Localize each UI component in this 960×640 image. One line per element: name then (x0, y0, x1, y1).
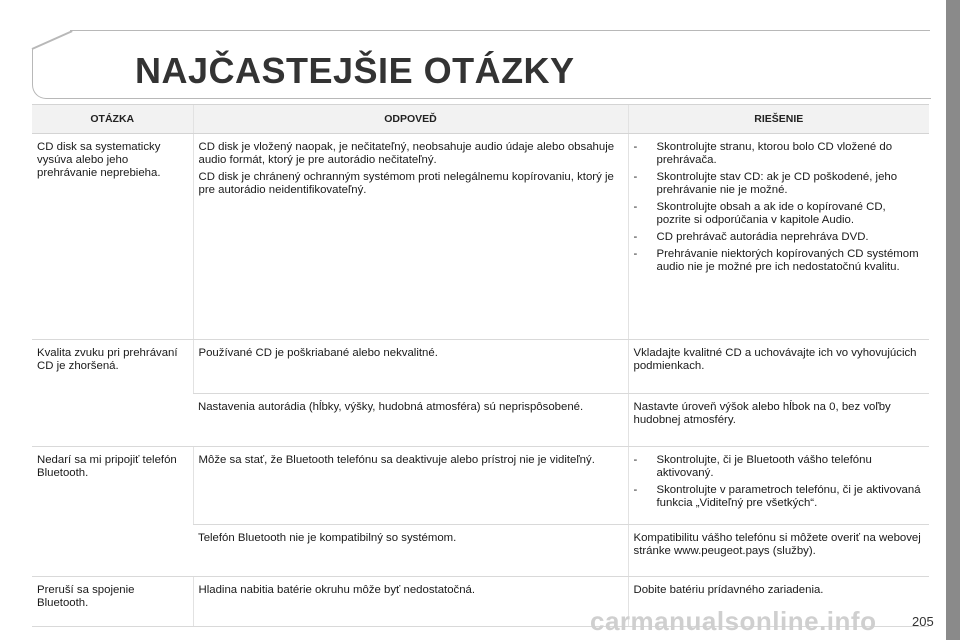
header-question: OTÁZKA (32, 105, 193, 134)
answer-cell: Hladina nabitia batérie okruhu môže byť nedostatočná. (193, 577, 628, 627)
solution-cell: Vkladajte kvalitné CD a uchovávajte ich vo vyhovujúcich podmienkach. (628, 340, 929, 394)
table-row (32, 340, 929, 394)
solution-item: - Skontrolujte stranu, ktorou bolo CD vložené do prehrávača. (634, 141, 924, 167)
solution-cell: Kompatibilitu vášho telefónu si môžete overiť na webovej stránke www.peugeot.pays (služby). (628, 525, 929, 577)
answer-text: CD disk je chránený ochranným systémom proti nelegálnemu kopírovaniu, ktorý je pre autorádio neidentifikovateľný. (198, 171, 614, 196)
side-tab-bar (946, 0, 960, 640)
solution-item: - Skontrolujte stav CD: ak je CD poškodené, jeho prehrávanie nie je možné. (634, 171, 924, 197)
solution-cell: Dobite batériu prídavného zariadenia. (628, 577, 929, 627)
faq-table (32, 104, 929, 627)
table-row (32, 134, 929, 340)
header-solution: RIEŠENIE (628, 105, 929, 134)
question-cell: CD disk sa systematicky vysúva alebo jeho prehrávanie neprebieha. (32, 134, 193, 340)
question-cell: Preruší sa spojenie Bluetooth. (32, 577, 193, 627)
table-row (32, 447, 929, 525)
answer-text: CD disk je vložený naopak, je nečitateľný, neobsahuje audio údaje alebo obsahuje audio formát, ktorý je pre autorádio nečitateľný. (198, 141, 615, 166)
header-answer: ODPOVEĎ (193, 105, 628, 134)
solution-cell (628, 447, 929, 525)
solution-item: - Skontrolujte, či je Bluetooth vášho telefónu aktivovaný. (634, 454, 924, 480)
solution-list (634, 454, 924, 510)
solution-list (634, 141, 924, 274)
solution-item: - Skontrolujte obsah a ak ide o kopírované CD, pozrite si odporúčania v kapitole Audio. (634, 201, 924, 227)
title-slant-rule (32, 30, 73, 50)
page-number: 205 (912, 614, 934, 629)
solution-item: - Skontrolujte v parametroch telefónu, či je aktivovaná funkcia „Viditeľný pre všetkých“. (634, 484, 924, 510)
solution-cell: Nastavte úroveň výšok alebo hĺbok na 0, bez voľby hudobnej atmosféry. (628, 394, 929, 447)
answer-cell: Telefón Bluetooth nie je kompatibilný so systémom. (193, 525, 628, 577)
solution-item: - Prehrávanie niektorých kopírovaných CD systémom audio nie je možné pre ich nedostatočnú kvalitu. (634, 248, 924, 274)
page-title: NAJČASTEJŠIE OTÁZKY (135, 50, 575, 91)
solution-item: - CD prehrávač autorádia neprehráva DVD. (634, 231, 924, 244)
question-cell: Nedarí sa mi pripojiť telefón Bluetooth. (32, 447, 193, 577)
question-cell: Kvalita zvuku pri prehrávaní CD je zhoršená. (32, 340, 193, 447)
answer-cell (193, 134, 628, 340)
answer-cell: Používané CD je poškriabané alebo nekvalitné. (193, 340, 628, 394)
answer-cell: Môže sa stať, že Bluetooth telefónu sa deaktivuje alebo prístroj nie je viditeľný. (193, 447, 628, 525)
table-header-row (32, 105, 929, 134)
watermark: carmanualsonline.info (590, 606, 877, 636)
title-top-rule (70, 30, 930, 31)
solution-cell (628, 134, 929, 340)
answer-cell: Nastavenia autorádia (hĺbky, výšky, hudobná atmosféra) sú neprispôsobené. (193, 394, 628, 447)
